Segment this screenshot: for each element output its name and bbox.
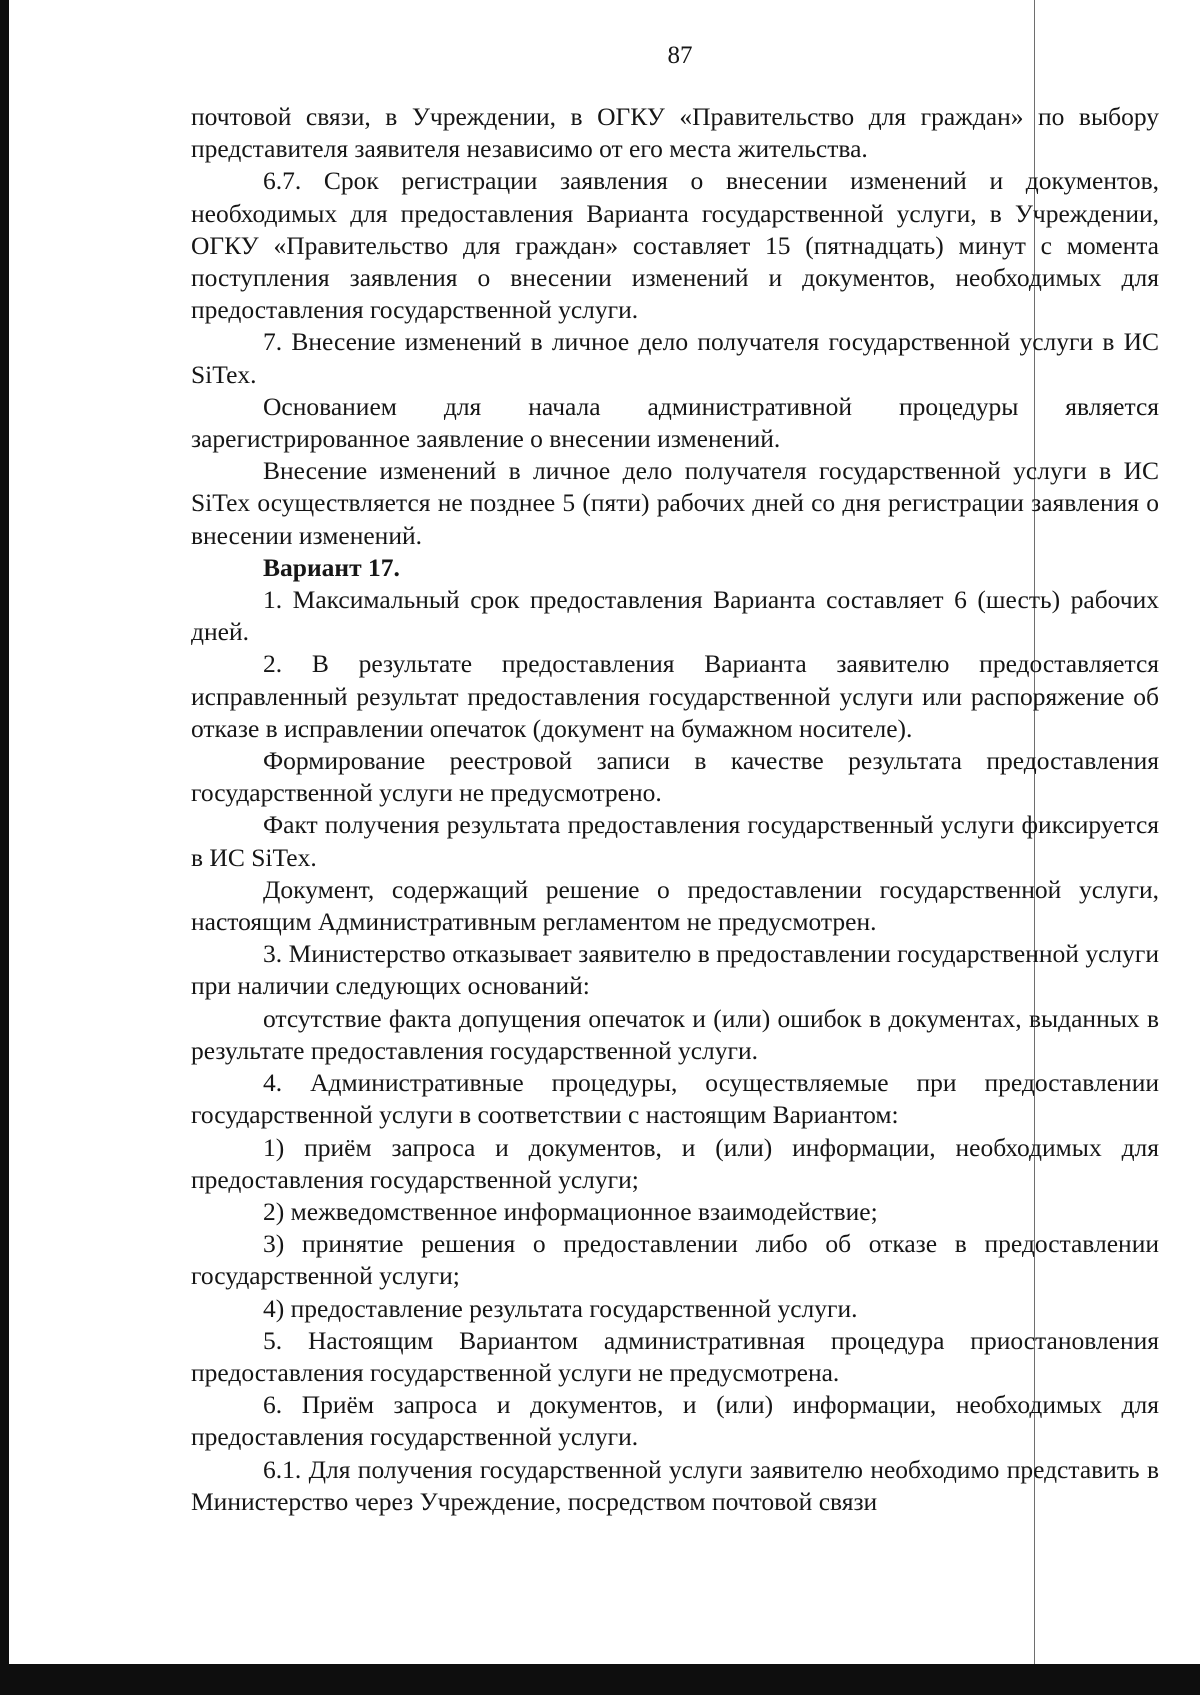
paragraph: Внесение изменений в личное дело получателя государственной услуги в ИС SiTex осуществляется не позднее 5 (пяти) рабочих дней со дня регистрации заявления о внесении изменений. bbox=[191, 456, 1159, 550]
list-item: 3) принятие решения о предоставлении либо об отказе в предоставлении государственной услуги; bbox=[191, 1229, 1159, 1291]
paragraph: отсутствие факта допущения опечаток и (или) ошибок в документах, выданных в результате предоставления государственной услуги. bbox=[191, 1003, 1159, 1065]
document-body bbox=[191, 101, 1159, 1518]
list-item: 4) предоставление результата государственной услуги. bbox=[263, 1293, 858, 1323]
paragraph: 6.7. Срок регистрации заявления о внесении изменений и документов, необходимых для предоставления Варианта государственной услуги, в Учреждении, ОГКУ «Правительство для граждан» составляет 15 (пятнадцать) минут с момента поступления заявления о внесении изменений и документов, необходимых для предоставления государственной услуги. bbox=[191, 166, 1159, 325]
paragraph: 5. Настоящим Вариантом административная процедура приостановления предоставления государственной услуги не предусмотрена. bbox=[191, 1325, 1159, 1387]
paragraph: 3. Министерство отказывает заявителю в предоставлении государственной услуги при наличии следующих оснований: bbox=[191, 939, 1159, 1001]
list-item: 2) межведомственное информационное взаимодействие; bbox=[263, 1196, 878, 1226]
paragraph: почтовой связи, в Учреждении, в ОГКУ «Правительство для граждан» по выбору представителя заявителя независимо от его места жительства. bbox=[191, 102, 1159, 164]
paragraph: Документ, содержащий решение о предоставлении государственной услуги, настоящим Административным регламентом не предусмотрен. bbox=[191, 874, 1159, 937]
page-number: 87 bbox=[667, 42, 693, 69]
scan-edge-bottom bbox=[0, 1664, 1200, 1695]
paragraph: 1. Максимальный срок предоставления Варианта составляет 6 (шесть) рабочих дней. bbox=[191, 585, 1159, 647]
section-heading: Вариант 17. bbox=[263, 552, 400, 582]
paragraph: 7. Внесение изменений в личное дело получателя государственной услуги в ИС SiTex. bbox=[191, 327, 1159, 389]
paragraph: 2. В результате предоставления Варианта заявителю предоставляется исправленный результат предоставления государственной услуги или распоряжение об отказе в исправлении опечаток (документ на бумажном носителе). bbox=[191, 649, 1159, 743]
paragraph: 6.1. Для получения государственной услуги заявителю необходимо представить в Министерство через Учреждение, посредством почтовой связи bbox=[191, 1454, 1159, 1516]
paragraph: 6. Приём запроса и документов, и (или) информации, необходимых для предоставления государственной услуги. bbox=[191, 1390, 1159, 1452]
paragraph: Формирование реестровой записи в качестве результата предоставления государственной услуги не предусмотрено. bbox=[191, 746, 1159, 808]
paragraph: Факт получения результата предоставления государственный услуги фиксируется в ИС SiTex. bbox=[191, 810, 1159, 872]
scan-edge-left bbox=[0, 0, 9, 1695]
list-item: 1) приём запроса и документов, и (или) информации, необходимых для предоставления государственной услуги; bbox=[191, 1132, 1159, 1194]
paragraph: Основанием для начала административной процедуры является зарегистрированное заявление о внесении изменений. bbox=[191, 391, 1159, 454]
paragraph: 4. Административные процедуры, осуществляемые при предоставлении государственной услуги в соответствии с настоящим Вариантом: bbox=[191, 1068, 1159, 1130]
